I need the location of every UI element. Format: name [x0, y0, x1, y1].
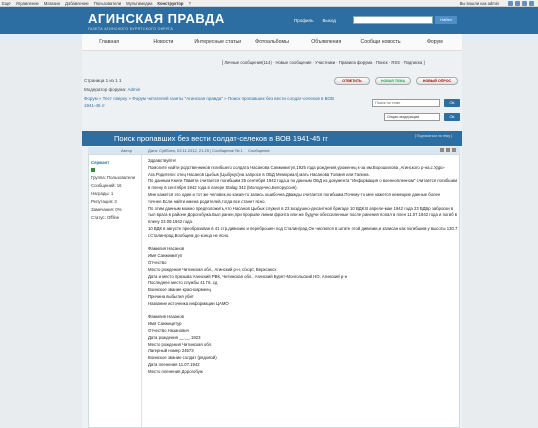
reply-button[interactable]: ОТВЕТИТЬ [334, 77, 370, 85]
toolbar-icons [508, 1, 534, 6]
post-paragraph: 10 ВДК в августе преобразован в 41 стр.дивизию и переброшен под Сталинград.Он числился в штате этой дивизии,и записан как погибшим у высоты 130.7 г.Сталинград.Вообщем до конца не ясно. [148, 225, 458, 238]
forum-top-links[interactable]: [ Личные сообщения(114) · Новые сообщения · Участники · Правила форума · Поиск · RSS · Подписка ] [222, 60, 425, 65]
toolbar-item-4[interactable]: Пользователи [93, 0, 122, 6]
post-paragraph: Мне кажется это один и тот же человек,но какая-то запись ошибочна.Дважды считается погибшим.Почему-то мне кажется немецкие данные более точнее.Если найти имена родителей,тогда все станет ясно. [148, 191, 441, 204]
post-paragraph: Здравствуйте! [148, 158, 177, 163]
user-icon[interactable] [515, 1, 520, 6]
post-body [148, 158, 460, 376]
topic-title: Поиск пропавших без вести солдат-селеков в ВОВ 1941-45 гг [114, 134, 328, 143]
toolbar-item-5[interactable]: Мультимедиа [126, 0, 153, 6]
topic-search-input[interactable]: Поиск по теме [372, 99, 440, 107]
close-icon[interactable] [529, 1, 534, 6]
admin-toolbar [0, 0, 538, 7]
post-paragraph: Место пленения Дорогобуж [148, 368, 203, 374]
post-paragraph: Дата рождения __.__.1923 [148, 334, 201, 340]
post-author-info [88, 154, 142, 428]
mail-icon[interactable] [508, 1, 513, 6]
post-paragraph [148, 308, 460, 315]
toolbar-item-3[interactable]: Добавление [65, 0, 89, 6]
nav-articles[interactable]: Интересные статьи [194, 39, 242, 45]
col-author: Автор [121, 148, 132, 153]
post-paragraph: По этим данным можно предположить,что Насанов Цыбык служил в 23 воздушно-десантной бригаде 10 ВДК.В апреле-мае 1942 года 23 ВДБр заброски в тыл врага в районе Дорогобужа.Был ранен,при прорыве линии фронта или же будучи обессиленные после ранения попал в плен 11.07.1942 года и погиб в плену 23.09.1942 года. [148, 205, 458, 225]
site-header [0, 7, 538, 34]
logout-link[interactable]: Выход [322, 18, 336, 23]
post-paragraph: Дата пленения 11.07.1942 [148, 361, 200, 367]
author-group: Группа: Пользователи [91, 175, 136, 180]
header-links [294, 18, 345, 23]
post-paragraph: По данным Книги Памяти считается погибшим 25 сентября 1942 года,а по данным ОБД из документа "Информация о военнопленном" считается погибшим в плену 6 сентября 1942 года в лагере Stalag 342 (Молодечно,Белоруссия). [148, 178, 458, 191]
author-reputation: Репутация: 3 [91, 199, 117, 204]
author-rank: Сержант [91, 160, 110, 165]
profile-link[interactable]: Профиль [294, 18, 314, 23]
column-header [88, 147, 460, 154]
post-meta: Дата: Суббота, 03.11.2012, 21:25 | Сообщение № 1 [148, 148, 243, 153]
nav-submit-news[interactable]: Сообщи новость [360, 39, 401, 45]
quote-icon[interactable] [440, 148, 444, 152]
toolbar-user: Вы вошли как admin [459, 0, 499, 6]
moderator-line [84, 87, 140, 92]
author-avatar [91, 168, 95, 172]
toolbar-item-1[interactable]: Управление [15, 0, 39, 6]
post-paragraph: Отчество Назанович [148, 327, 189, 333]
nav-forum[interactable]: Форум [426, 39, 443, 45]
new-poll-button[interactable]: НОВЫЙ ОПРОС [416, 77, 458, 85]
post-paragraph: Лагерный номер 24573 [148, 348, 194, 354]
nav-ads[interactable]: Объявления [311, 39, 342, 45]
post-paragraph [148, 240, 460, 247]
post-paragraph: Имя Санжимитуп [148, 253, 183, 259]
post-paragraph: Место рождения Читинская обл. [148, 341, 213, 347]
moderation-select[interactable]: Опции модерации [384, 113, 440, 121]
settings-icon[interactable] [522, 1, 527, 6]
toolbar-item-6[interactable]: Конструктор [157, 0, 184, 6]
subscribe-link[interactable]: [ Подписаться на тему ] [414, 134, 452, 138]
pagination[interactable]: Страница 1 из 1 1 [84, 78, 122, 83]
toolbar-item-2[interactable]: Магазин [43, 0, 61, 6]
author-status: Статус: Offline [91, 215, 120, 220]
header-search-button[interactable]: Найти [435, 16, 457, 24]
edit-icon[interactable] [446, 148, 450, 152]
post-paragraph: Имя Санжицетур [148, 321, 182, 327]
nav-home[interactable]: Главная [99, 39, 120, 45]
breadcrumb[interactable]: Форум » Тест сверху » Форум читателей газеты "Агинская правда" » Поиск пропавших без вести солдат-селеков в ВОВ 1941-45 гг [84, 96, 334, 108]
post-paragraph: Последнее место службы 41 Гв. сд [148, 280, 218, 286]
post-paragraph: Воинское звание солдат (рядовой) [148, 355, 217, 361]
author-awards: Награды: 1 [91, 191, 114, 196]
topic-search-ok[interactable]: Ok [444, 99, 460, 107]
post-paragraph: Отчество [148, 259, 167, 265]
col-message: Сообщение [248, 148, 270, 153]
post-paragraph: Фамилия Назанов [148, 314, 184, 320]
site-logo[interactable]: АГИНСКАЯ ПРАВДА [88, 11, 225, 26]
post-icons [440, 148, 456, 152]
header-search-input[interactable] [353, 16, 433, 24]
post-paragraph: Фамилия Насанов [148, 246, 185, 252]
post-paragraph: Место рождения Читинская обл., Агинский р-н, с/хорт, Верхсансх [148, 266, 277, 272]
moderation-ok[interactable]: Ok [444, 113, 460, 121]
toolbar-item-7[interactable]: ? [188, 0, 191, 6]
nav-news[interactable]: Новости [153, 39, 174, 45]
main-nav [82, 34, 462, 51]
delete-icon[interactable] [452, 148, 456, 152]
moderator-link[interactable]: Admin [127, 87, 141, 92]
post-paragraph: Дата и место призыва Агинский РВК, Читинская обл., Агинский Бурят-Монгольский НО, Агинский р-н [148, 273, 348, 279]
moderator-label: Модератор форума: [84, 87, 127, 92]
nav-photos[interactable]: Фотоальбомы [255, 39, 289, 45]
author-warnings: Замечания: 0% [91, 207, 122, 212]
post-paragraph: Воинское звание красноармеец [148, 287, 211, 293]
post-paragraph: Помогите найти родственников погибшего солдата Насанова Санжимитуп,1925 года рождения,уроженец к-за им.Ворошилова ,Агинского р-на,с.Удро-Ага.Родители: отец Насанов Цыбык (Цыбукус)на запросе в ОБД Мемориал),мать Насанова Толмия или Галина. [148, 164, 445, 177]
new-topic-button[interactable]: НОВАЯ ТЕМА [375, 77, 411, 85]
author-messages: Сообщений: 16 [91, 183, 122, 188]
post-paragraph: Причина выбытия убит [148, 293, 194, 299]
post-paragraph: Название источника информации ЦАМО [148, 300, 229, 306]
site-tagline: ГАЗЕТА АГИНСКОГО БУРЯТСКОГО ОКРУГА [88, 27, 174, 31]
toolbar-item-0[interactable]: Ещё [2, 0, 11, 6]
